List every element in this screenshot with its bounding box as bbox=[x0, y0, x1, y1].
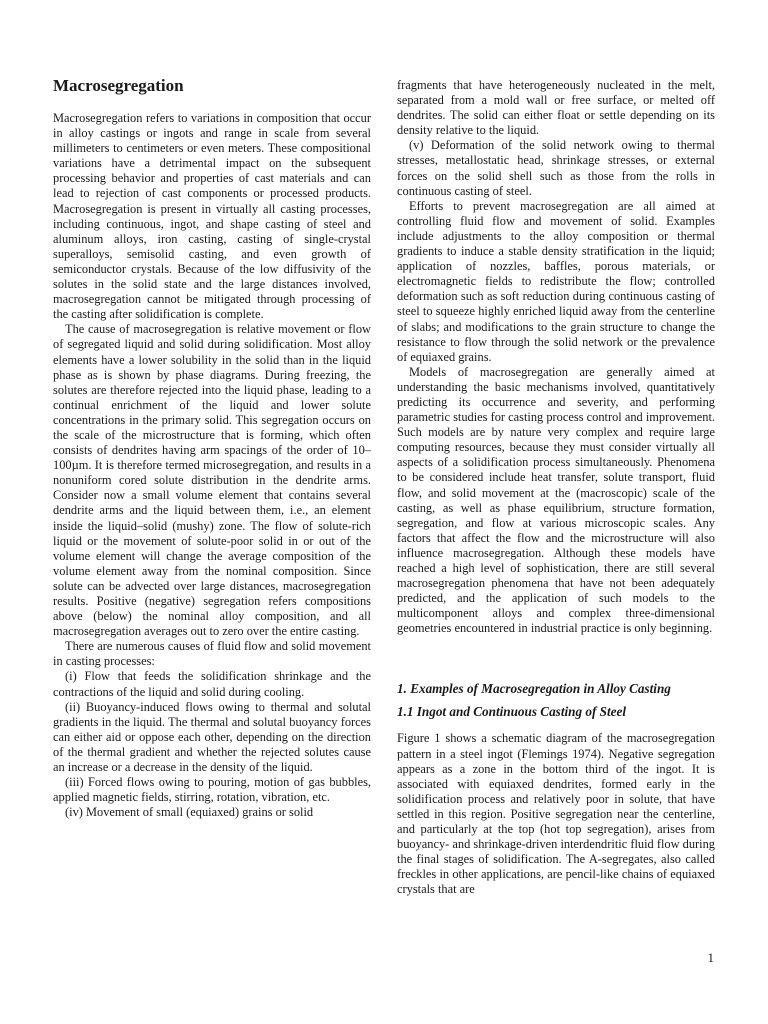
left-column bbox=[53, 76, 371, 820]
paragraph: The cause of macrosegregation is relative movement or flow of segregated liquid and solid during solidification. Most alloy elements have a lower solubility in the solid than in the liquid phase as is shown by phase diagrams. During freezing, the solutes are therefore rejected into the liquid phase, leading to a continual enrichment of the liquid and lower solute concentrations in the primary solid. This segregation occurs on the scale of the microstructure that is forming, which often consists of dendrites having arm spacings of the order of 10–100µm. It is therefore termed microsegregation, and results in a nonuniform cored solute distribution in the dendrite arms. Consider now a small volume element that contains several dendrite arms and the liquid between them, i.e., an element inside the liquid–solid (mushy) zone. The flow of solute-rich liquid or the movement of solute-poor solid in or out of the volume element will change the average composition of the volume element away from the nominal composition. Since solute can be advected over large distances, macrosegregation results. Positive (negative) segregation refers compositions above (below) the nominal alloy composition, and all macrosegregation averages out to zero over the entire casting. bbox=[53, 322, 371, 639]
list-item: (iv) Movement of small (equiaxed) grains or solid bbox=[65, 805, 314, 820]
list-item: (ii) Buoyancy-induced flows owing to thermal and solutal gradients in the liquid. The thermal and solutal buoyancy forces can either aid or oppose each other, depending on the direction of the thermal gradient and whether the rejected solutes cause an increase or a decrease in the density of the liquid. bbox=[53, 699, 371, 775]
paragraph: fragments that have heterogeneously nucleated in the melt, separated from a mold wall or free surface, or melted off dendrites. The solid can either float or settle depending on its density relative to the liquid. bbox=[397, 78, 715, 138]
section-heading: 1. Examples of Macrosegregation in Alloy Casting bbox=[397, 681, 671, 697]
list-item: (i) Flow that feeds the solidification shrinkage and the contractions of the liquid and solid during cooling. bbox=[53, 669, 371, 699]
paragraph: Figure 1 shows a schematic diagram of the macrosegregation pattern in a steel ingot (Flemings 1974). Negative segregation appears as a zone in the bottom third of the ingot. It is associated with equiaxed dendrites, formed early in the solidification process and relatively poor in solute, that have settled in this region. Positive segregation near the centerline, and particularly at the top (hot top segregation), arises from buoyancy- and shrinkage-driven interdendritic fluid flow during the final stages of solidification. The A-segregates, also called freckles in other applications, are pencil-like chains of equiaxed crystals that are bbox=[397, 731, 715, 897]
page-number: 1 bbox=[707, 950, 714, 965]
paragraph: Models of macrosegregation are generally aimed at understanding the basic mechanisms involved, quantitatively predicting its occurrence and severity, and performing parametric studies for casting process control and improvement. Such models are by nature very complex and require large computing resources, because they must consider virtually all aspects of a solidification process simultaneously. Phenomena to be considered include heat transfer, solute transport, fluid flow, and solid movement at the (macroscopic) scale of the casting, as well as phase equilibrium, structure formation, segregation, and flow at various microscopic scales. Any factors that affect the flow and the microstructure will also influence macrosegregation. Although these models have reached a high level of sophistication, there are still several macrosegregation phenomena that have not been adequately predicted, and the application of such models to the multicomponent alloys and complex three-dimensional geometries encountered in industrial practice is only beginning. bbox=[397, 364, 715, 636]
right-column bbox=[397, 78, 715, 898]
list-item: (iii) Forced flows owing to pouring, motion of gas bubbles, applied magnetic fields, stirring, rotation, vibration, etc. bbox=[53, 775, 371, 805]
subsection-heading: 1.1 Ingot and Continuous Casting of Steel bbox=[397, 704, 627, 720]
paragraph: There are numerous causes of fluid flow and solid movement in casting processes: bbox=[53, 639, 371, 669]
article-title: Macrosegregation bbox=[53, 76, 184, 95]
paragraph: Efforts to prevent macrosegregation are all aimed at controlling fluid flow and movement of solid. Examples include adjustments to the alloy composition or thermal gradients to induce a stable density stratification in the liquid; application of nozzles, baffles, porous materials, or electromagnetic fields to redistribute the flow; controlled deformation such as soft reduction during continuous casting of steel to squeeze highly enriched liquid away from the centerline of slabs; and modifications to the grain structure to change the resistance to flow through the solid network or the prevalence of equiaxed grains. bbox=[397, 198, 715, 364]
paragraph: Macrosegregation refers to variations in composition that occur in alloy castings or ingots and range in scale from several millimeters to centimeters or even meters. These compositional variations have a detrimental impact on the subsequent processing behavior and properties of cast materials and can lead to rejection of cast components or processed products. Macrosegregation is present in virtually all casting processes, including continuous, ingot, and shape casting of steel and aluminum alloys, iron casting, casting of single-crystal superalloys, semisolid casting, and even growth of semiconductor crystals. Because of the low diffusivity of the solutes in the solid state and the large distances involved, macrosegregation cannot be mitigated through processing of the casting after solidification is complete. bbox=[53, 111, 371, 322]
list-item: (v) Deformation of the solid network owing to thermal stresses, metallostatic head, shrinkage stresses, or external forces on the solid shell such as those from the rolls in continuous casting of steel. bbox=[397, 138, 715, 198]
